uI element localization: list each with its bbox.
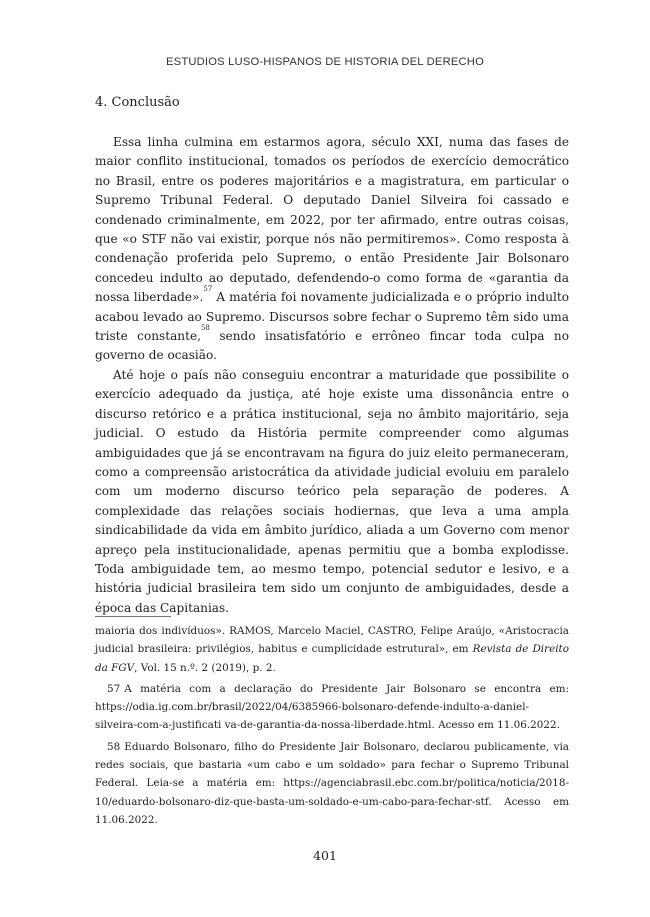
footnote-ref-58[interactable]: 58: [200, 324, 210, 333]
footnote-57-number: 57: [107, 682, 121, 695]
paragraph-1-part-b: A matéria foi novamente judicializada e o próprio indulto acabou levado ao Supremo. Discursos sobre fechar o Supremo têm sido uma triste constante,: [95, 290, 570, 344]
paragraph-1-part-a: Essa linha culmina em estarmos agora, século XXI, numa das fases de maior conflito institucional, tomados os períodos de exercício democrático no Brasil, entre os poderes majoritários e a magistratura, em particular o Supremo Tribunal Federal. O deputado Daniel Silveira foi cassado e condenado criminalmente, em 2022, por ter afirmado, entre outras coisas, que «o STF não vai existir, porque nós não permitiremos». Como resposta à condenação proferida pelo Supremo, o então Presidente Jair Bolsonaro concedeu indulto ao deputado, defendendo-o como forma de «garantia da nossa liberdade».: [95, 135, 569, 305]
footnote-ref-57[interactable]: 57: [203, 285, 213, 294]
footnote-58-number: 58: [107, 740, 121, 753]
paragraph-2: Até hoje o país não conseguiu encontrar a maturidade que possibilite o exercício adequado da justiça, até hoje existe uma dissonância entre o discurso retórico e a prática institucional, seja no âmbito majoritário, seja judicial. O estudo da História permite compreender como algumas ambiguidades que já se encontravam na figura do juiz eleito permaneceram, como a compreensão aristocrática da atividade judicial evoluiu em paralelo com um moderno discurso teórico pela separação de poderes. A complexidade das relações sociais hodiernas, que leva a uma ampla sindicabilidade da vida em âmbito jurídico, aliada a um Governo com menor apreço pela institucionalidade, apenas permitiu que a bomba explodisse. Toda ambiguidade tem, ao mesmo tempo, potencial sedutor e lesivo, e a história judicial brasileira tem sido um conjunto de ambiguidades, desde a época das Capitanias.: [95, 367, 569, 615]
section-heading: 4. Conclusão: [95, 95, 180, 110]
footnote-continued-text-a: maioria dos indivíduos». RAMOS, Marcelo Maciel, CASTRO, Felipe Araújo, «Aristocracia judicial brasileira: privilégios, habitus e cumplicidade estrutural», em: [95, 625, 569, 656]
footnote-continued-text-b: , Vol. 15 n.º. 2 (2019), p. 2.: [134, 661, 276, 674]
footnote-57: [95, 680, 569, 735]
running-header: ESTUDIOS LUSO-HISPANOS DE HISTORIA DEL DERECHO: [166, 56, 484, 68]
paragraph-1-part-c: sendo insatisfatório e errôneo fincar toda culpa no governo de ocasião.: [95, 329, 569, 363]
footnote-journal-title: Revista de Direito da FGV: [95, 643, 569, 674]
footnote-57-text: A matéria com a declaração do Presidente Jair Bolsonaro se encontra em: https://odia.ig.com.br/brasil/2022/04/6385966-bolsonaro-defende-indulto-a-daniel-silveira-com-a-justificati va-de-garantia-da-nossa-liberdade.html. Acesso em 11.06.2022.: [95, 682, 569, 732]
body-text: [95, 133, 569, 618]
paragraph-1: [95, 133, 569, 366]
footnote-continued: [95, 622, 569, 677]
footnote-58-text: Eduardo Bolsonaro, filho do Presidente Jair Bolsonaro, declarou publicamente, via redes sociais, que bastaria «um cabo e um soldado» para fechar o Supremo Tribunal Federal. Leia-se a matéria em: https://agenciabrasil.ebc.com.br/politica/noticia/2018-10/eduardo-bolsonaro-diz-que-basta-um-soldado-e-um-cabo-para-fechar-stf. Acesso em 11.06.2022.: [95, 740, 569, 826]
page-number: 401: [313, 848, 337, 863]
footnote-58: [95, 738, 569, 829]
footnotes: [95, 622, 569, 829]
footnote-separator: [95, 616, 171, 617]
